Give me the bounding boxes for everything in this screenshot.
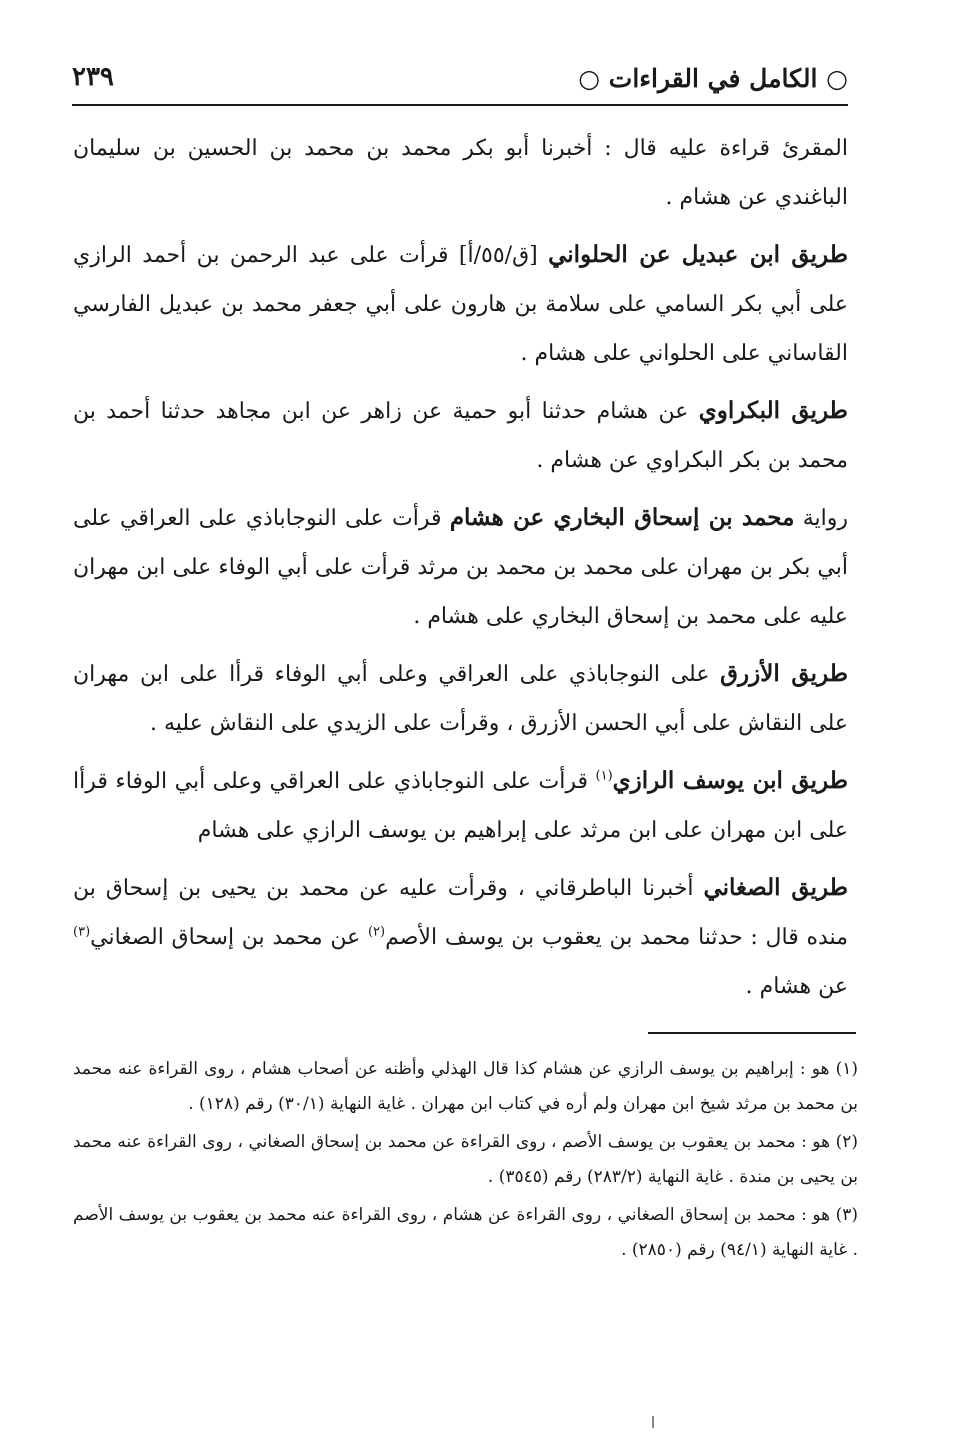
running-title: ○ الكامل في القراءات ○ xyxy=(578,64,848,93)
section-heading: طريق الأزرق xyxy=(720,660,848,687)
paragraph-text: على النوجاباذي على العراقي وعلى أبي الوفاء قرأا على ابن مهران على النقاش على أبي الحسن الأزرق ، وقرأت على الزيدي على النقاش عليه . xyxy=(73,662,848,736)
page-header xyxy=(72,58,848,106)
paragraph-5 xyxy=(73,649,848,748)
paragraph-text: قرأت على النوجاباذي على العراقي على أبي بكر بن مهران على محمد بن محمد بن مرثد قرأت على أبي الوفاء على ابن مهران عليه على محمد بن إسحاق البخاري على هشام . xyxy=(73,506,848,629)
footnotes xyxy=(73,1052,858,1271)
manuscript-reference: [ق/٥٥/أ] xyxy=(458,243,538,268)
paragraph-lead: رواية xyxy=(802,506,848,531)
footnote-3 xyxy=(73,1198,858,1268)
paragraph-6 xyxy=(73,756,848,855)
paragraph-text: قرأت على النوجاباذي على العراقي وعلى أبي الوفاء قرأا على ابن مهران على ابن مرثد على إبراهيم بن يوسف الرازي على هشام xyxy=(73,769,848,843)
footnote-marker[interactable]: (٣) xyxy=(73,924,91,940)
paragraph-text: أخبرنا الباطرقاني ، وقرأت عليه عن محمد بن يحيى بن إسحاق بن منده قال : حدثنا محمد بن يعقوب بن يوسف الأصم xyxy=(73,876,848,950)
paragraph-text: عن هشام . xyxy=(745,974,848,999)
footnote-number: (٣) xyxy=(835,1205,858,1225)
section-heading: طريق البكراوي xyxy=(698,397,848,424)
paragraph-2 xyxy=(73,230,848,378)
footnote-text: هو : محمد بن يعقوب بن يوسف الأصم ، روى القراءة عن محمد بن إسحاق الصغاني ، روى القراءة عنه محمد بن يحيى بن مندة . غاية النهاية (٢٨٣/٢) رقم (٣٥٤٥) . xyxy=(73,1132,858,1187)
paragraph-7 xyxy=(73,863,848,1011)
footnote-marker[interactable]: (٢) xyxy=(367,924,386,940)
paragraph-1 xyxy=(73,124,848,222)
main-text xyxy=(73,124,848,1019)
page-number: ٢٣٩ xyxy=(72,62,114,92)
footnote-number: (١) xyxy=(835,1059,858,1079)
paragraph-text: المقرئ قراءة عليه قال : أخبرنا أبو بكر محمد بن محمد بن الحسين بن سليمان الباغندي عن هشام . xyxy=(73,136,848,210)
section-heading: طريق ابن عبديل عن الحلواني xyxy=(548,241,849,268)
paragraph-text: عن هشام حدثنا أبو حمية عن زاهر عن ابن مجاهد حدثنا أحمد بن محمد بن بكر البكراوي عن هشام . xyxy=(73,399,848,473)
footnote-marker[interactable]: (١) xyxy=(595,768,613,784)
footnote-number: (٢) xyxy=(835,1132,858,1152)
paragraph-4 xyxy=(73,493,848,641)
paragraph-text: قرأت على عبد الرحمن بن أحمد الرازي على أبي بكر السامي على سلامة بن هارون على أبي جعفر محمد بن عبديل الفارسي القاساني على الحلواني على هشام . xyxy=(73,243,848,366)
footnote-1 xyxy=(73,1052,858,1122)
footnote-text: هو : إبراهيم بن يوسف الرازي عن هشام كذا قال الهذلي وأظنه عن أصحاب هشام ، روى القراءة عنه محمد بن محمد بن مرثد شيخ ابن مهران ولم أره في كتاب ابن مهران . غاية النهاية (٣٠/١) رقم (١٢٨) . xyxy=(73,1059,858,1114)
section-heading: طريق ابن يوسف الرازي xyxy=(612,767,848,794)
footnote-separator xyxy=(648,1032,856,1034)
paragraph-text: عن محمد بن إسحاق الصغاني xyxy=(90,925,361,950)
section-heading: محمد بن إسحاق البخاري عن هشام xyxy=(449,504,795,531)
section-heading: طريق الصغاني xyxy=(703,874,849,901)
scan-mark xyxy=(652,1416,654,1428)
footnote-text: هو : محمد بن إسحاق الصغاني ، روى القراءة عن هشام ، روى القراءة عنه محمد بن يعقوب بن يوسف الأصم . غاية النهاية (٩٤/١) رقم (٢٨٥٠) . xyxy=(73,1205,858,1260)
paragraph-3 xyxy=(73,386,848,485)
footnote-2 xyxy=(73,1125,858,1195)
